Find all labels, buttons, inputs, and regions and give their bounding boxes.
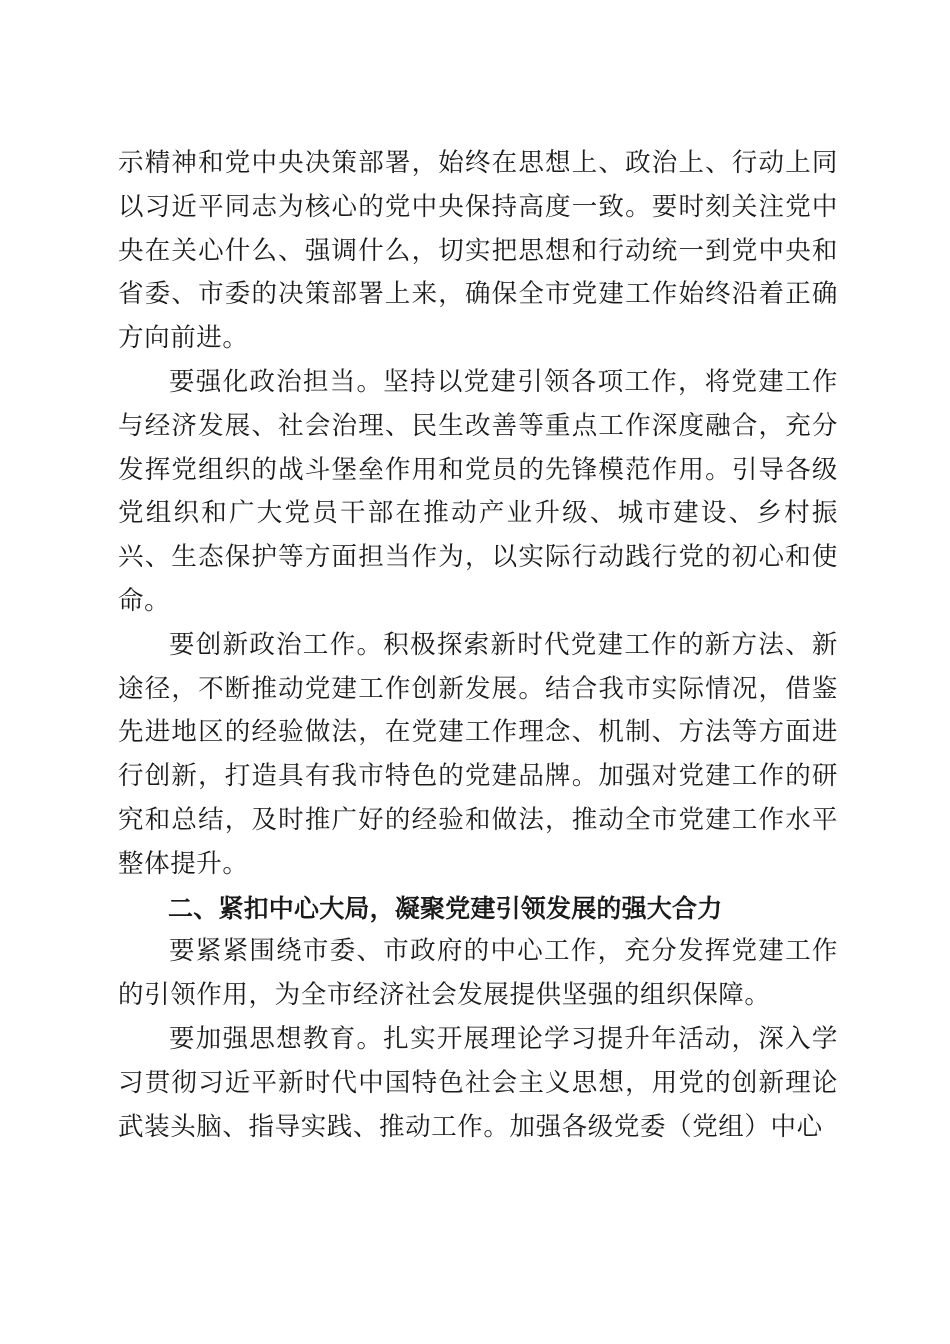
paragraph-political-responsibility: 要强化政治担当。坚持以党建引领各项工作，将党建工作与经济发展、社会治理、民生改善等重点工作深度融合，充分发挥党组织的战斗堡垒作用和党员的先锋模范作用。引导各级党组织和广大党员干部在推动产业升级、城市建设、乡村振兴、生态保护等方面担当作为，以实际行动践行党的初心和使命。	[118, 366, 838, 616]
paragraph-section-intro: 要紧紧围绕市委、市政府的中心工作，充分发挥党建工作的引领作用，为全市经济社会发展提供坚强的组织保障。	[118, 936, 838, 1011]
section-heading-2: 二、紧扣中心大局，凝聚党建引领发展的强大合力	[168, 893, 723, 923]
paragraph-ideological-education: 要加强思想教育。扎实开展理论学习提升年活动，深入学习贯彻习近平新时代中国特色社会主义思想，用党的创新理论武装头脑、指导实践、推动工作。加强各级党委（党组）中心	[118, 1023, 838, 1142]
document-body	[118, 142, 838, 1149]
paragraph-political-innovation: 要创新政治工作。积极探索新时代党建工作的新方法、新途径，不断推动党建工作创新发展。结合我市实际情况，借鉴先进地区的经验做法，在党建工作理念、机制、方法等方面进行创新，打造具有我市特色的党建品牌。加强对党建工作的研究和总结，及时推广好的经验和做法，推动全市党建工作水平整体提升。	[118, 629, 838, 879]
paragraph-continuation: 示精神和党中央决策部署，始终在思想上、政治上、行动上同以习近平同志为核心的党中央保持高度一致。要时刻关注党中央在关心什么、强调什么，切实把思想和行动统一到党中央和省委、市委的决策部署上来，确保全市党建工作始终沿着正确方向前进。	[118, 148, 838, 354]
